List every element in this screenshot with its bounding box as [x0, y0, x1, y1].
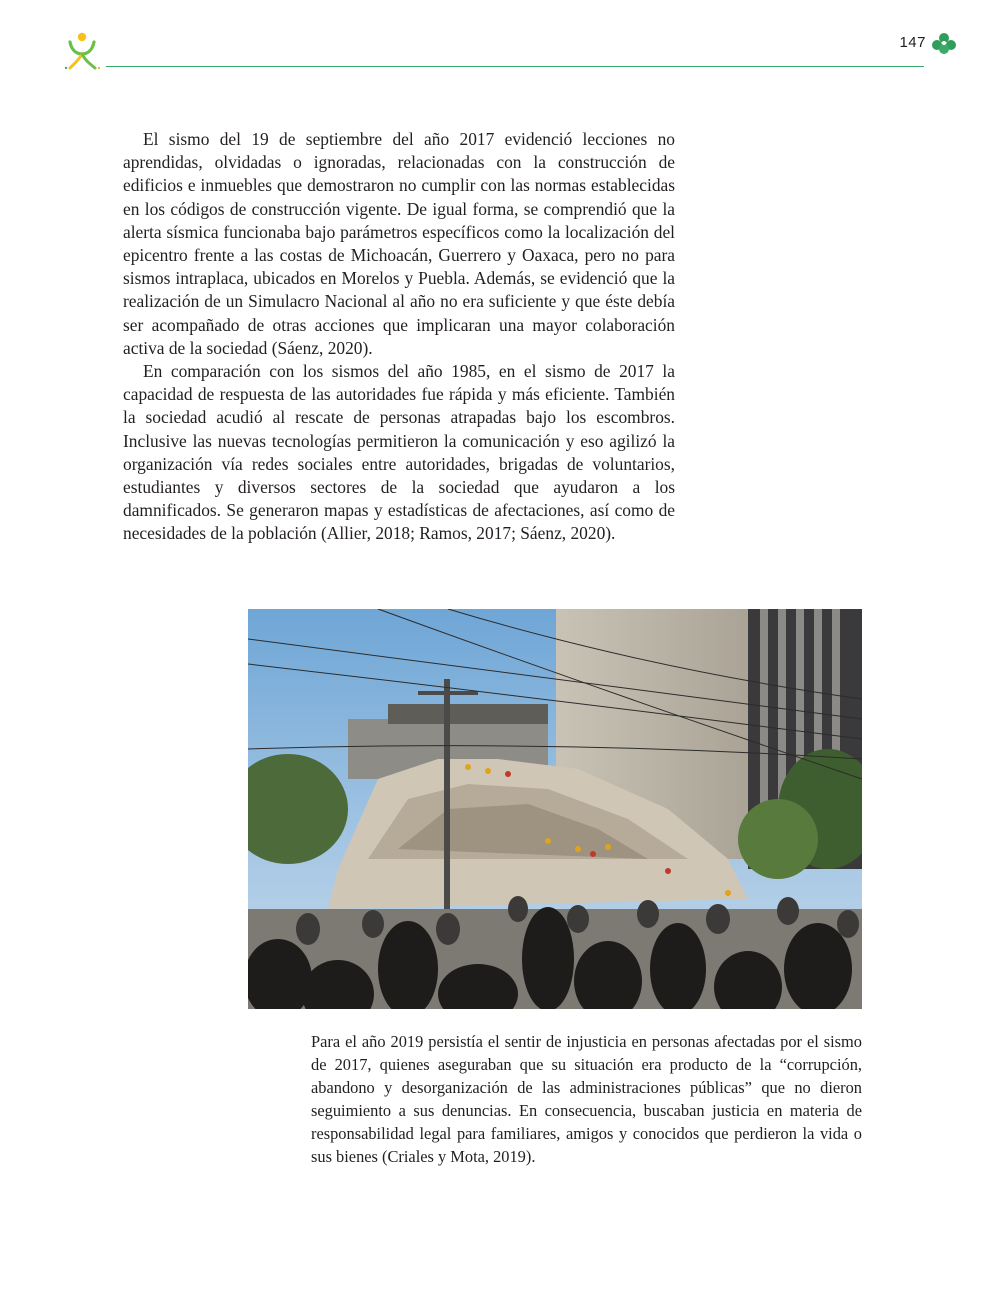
page-number: 147: [899, 34, 926, 51]
paragraph-2: En comparación con los sismos del año 1985, en el sismo de 2017 la capacidad de respuesta de las autoridades fue rápida y más eficiente. También la sociedad acudió al rescate de personas atrapadas bajo los escombros. Inclusive las nuevas tecnologías permitieron la comunicación y eso agilizó la organización vía redes sociales entre autoridades, brigadas de voluntarios, estudiantes y diversos sectores de la sociedad que ayudaron a los damnificados. Se generaron mapas y estadísticas de afectaciones, así como de necesidades de la población (Allier, 2018; Ramos, 2017; Sáenz, 2020).: [123, 361, 675, 544]
collapsed-building-photo: [248, 609, 862, 1009]
publisher-logo-icon: [62, 30, 102, 72]
paragraph-1: El sismo del 19 de septiembre del año 2017 evidenció lecciones no aprendidas, olvidadas o ignoradas, relacionadas con la construcción de edificios e inmuebles que demostraron no cumplir con las normas establecidas en los códigos de construcción vigente. De igual forma, se comprendió que la alerta sísmica funcionaba bajo parámetros específicos como la localización del epicentro frente a las costas de Michoacán, Guerrero y Oaxaca, pero no para sismos intraplaca, ubicados en Morelos y Puebla. Además, se evidenció que la realización de un Simulacro Nacional al año no era suficiente y que éste debía ser acompañado de otras acciones que implicaran una mayor colaboración activa de la sociedad (Sáenz, 2020).: [123, 129, 675, 358]
figure-caption: Para el año 2019 persistía el sentir de injusticia en personas afectadas por el sismo de 2017, quienes aseguraban que su situación era producto de la “corrupción, abandono y desorganización de las administraciones públicas” que no dieron seguimiento a sus denuncias. En consecuencia, buscaban justicia en materia de responsabilidad legal para familiares, amigos y conocidos que perdieron la vida o sus bienes (Criales y Mota, 2019).: [311, 1032, 862, 1166]
clover-icon: [930, 32, 958, 56]
header-divider: [106, 66, 924, 67]
body-text: [123, 128, 675, 546]
